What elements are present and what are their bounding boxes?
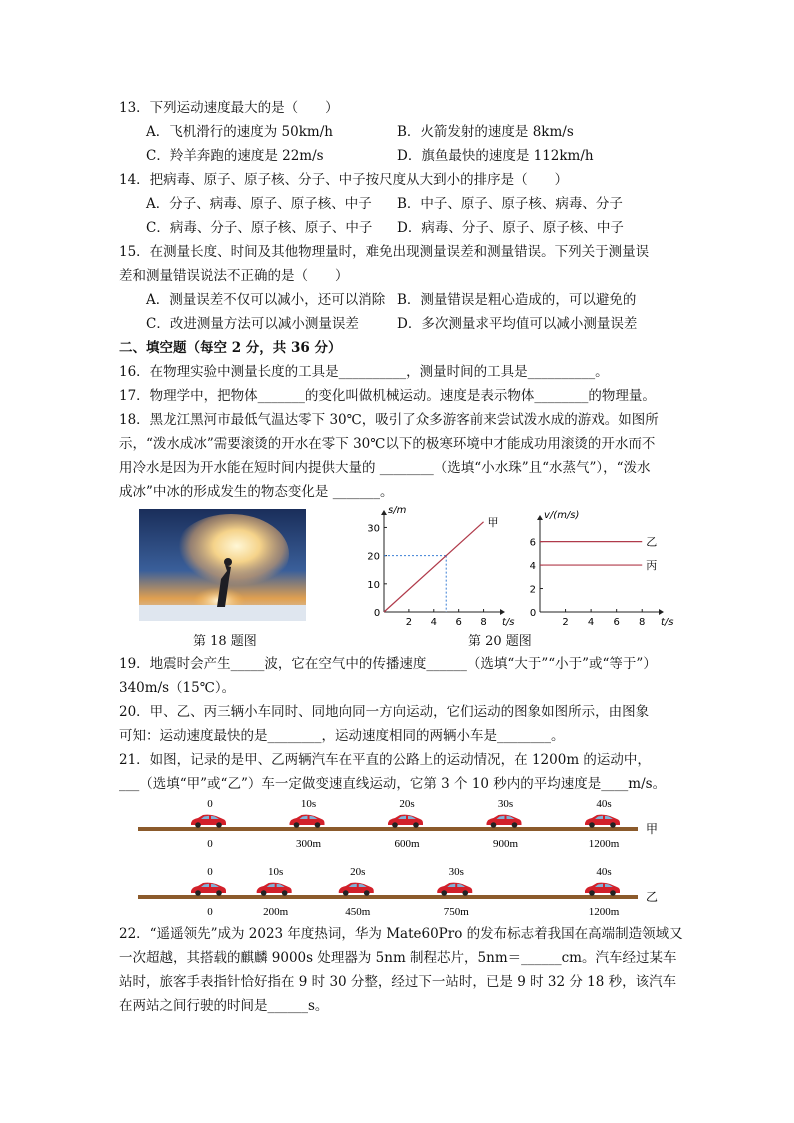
- x-axis-arrow: [659, 609, 664, 615]
- time-label: 30s: [497, 798, 514, 810]
- car-icon: [437, 883, 472, 896]
- car-wheel: [441, 890, 447, 896]
- q18-line4: 成冰”中冰的形成发生的物态变化是 _______。: [119, 484, 394, 500]
- car-icon: [585, 815, 620, 828]
- q15-option-c: C．改进测量方法可以减小测量误差: [146, 316, 359, 332]
- x-axis-label: t/s: [502, 617, 515, 628]
- section-heading: 二、填空题（每空 2 分，共 36 分）: [119, 340, 342, 356]
- y-axis-arrow: [381, 510, 387, 515]
- car-wheel: [610, 822, 616, 828]
- car-icon: [585, 883, 620, 896]
- car-wheel: [216, 822, 222, 828]
- q22-line4: 在两站之间行驶的时间是______s。: [119, 998, 329, 1014]
- q18-line2: 示，“泼水成冰”需要滚烫的开水在零下 30℃以下的极寒环境中才能成功用滚烫的开水而不: [119, 436, 656, 452]
- q21-line1: 21．如图，记录的是甲、乙两辆汽车在平直的公路上的运动情况，在 1200m 的运动中，: [119, 752, 651, 768]
- y-axis-arrow: [537, 515, 543, 520]
- y-axis-label: v/(m/s): [544, 510, 580, 521]
- car-wheel: [589, 822, 595, 828]
- q14-stem: 14．把病毒、原子、原子核、分子、中子按尺度从大到小的排序是（ ）: [119, 172, 569, 188]
- q19-line2: 340m/s（15℃）。: [119, 680, 236, 696]
- car-wheel: [315, 822, 321, 828]
- car-icon: [191, 815, 226, 828]
- q20-line1: 20．甲、乙、丙三辆小车同时、同地向同一方向运动，它们运动的图象如图所示，由图象: [119, 704, 650, 720]
- fig18-caption: 第 18 题图: [193, 634, 257, 649]
- car-icon: [290, 815, 325, 828]
- car-wheel: [610, 890, 616, 896]
- car-wheel: [343, 890, 349, 896]
- q21-line2: ___（选填“甲”或“乙”）车一定做变速直线运动，它第 3 个 10 秒内的平均速度是____m/s。: [119, 776, 667, 792]
- car-wheel: [195, 822, 201, 828]
- q13-option-d: D．旗鱼最快的速度是 112km/h: [397, 148, 594, 164]
- time-label: 30s: [448, 866, 464, 878]
- y-tick-label: 20: [367, 551, 380, 563]
- q19-line1: 19．地震时会产生_____波，它在空气中的传播速度______（选填“大于”“小于”或“等于”）: [119, 656, 657, 672]
- distance-label: 0: [207, 906, 213, 918]
- q22-line2: 一次超越，其搭载的麒麟 9000s 处理器为 5nm 制程芯片，5nm＝______cm。汽车经过某车: [119, 950, 677, 966]
- series-label: 乙: [646, 535, 658, 549]
- q14-option-d: D．病毒、分子、原子、原子核、中子: [397, 220, 624, 236]
- car-wheel: [195, 890, 201, 896]
- q15-stem-line2: 差和测量错误说法不正确的是（ ）: [119, 268, 349, 284]
- road-name: 甲: [646, 822, 659, 836]
- distance-label: 750m: [443, 906, 469, 918]
- car-wheel: [589, 890, 595, 896]
- time-label: 40s: [596, 798, 612, 810]
- q15-stem-line1: 15．在测量长度、时间及其他物理量时，难免出现测量误差和测量错误。下列关于测量误: [119, 244, 650, 260]
- distance-label: 900m: [492, 838, 519, 850]
- car-wheel: [512, 822, 518, 828]
- q13-stem: 13．下列运动速度最大的是（ ）: [119, 100, 339, 116]
- distance-label: 600m: [394, 838, 420, 850]
- time-label: 10s: [268, 866, 284, 878]
- time-label: 40s: [596, 866, 612, 878]
- q22-line1: 22．“遥遥领先”成为 2023 年度热词，华为 Mate60Pro 的发布标志着我国在高端制造领域又: [119, 926, 683, 942]
- distance-label: 200m: [263, 906, 289, 918]
- road-name: 乙: [646, 890, 659, 904]
- q22-line3: 站时，旅客手表指针恰好指在 9 时 30 分整，经过下一站时，已是 9 时 32 分 18 秒，该汽车: [119, 974, 677, 990]
- car-icon: [257, 883, 292, 896]
- time-label: 0: [207, 798, 213, 810]
- x-axis-label: t/s: [661, 617, 674, 628]
- time-label: 20s: [350, 866, 366, 878]
- y-axis-label: s/m: [388, 505, 407, 516]
- q18-line1: 18．黑龙江黑河市最低气温达零下 30℃，吸引了众多游客前来尝试泼水成的游戏。如图所: [119, 412, 659, 428]
- time-label: 0: [207, 866, 213, 878]
- car-wheel: [392, 822, 398, 828]
- x-tick-label: 6: [455, 617, 462, 628]
- y-tick-label: 4: [529, 561, 536, 573]
- q14-option-b: B．中子、原子、原子核、病毒、分子: [397, 196, 623, 212]
- distance-label: 1200m: [588, 838, 620, 850]
- car-wheel: [294, 822, 300, 828]
- car-wheel: [282, 890, 288, 896]
- q13-option-b: B．火箭发射的速度是 8km/s: [397, 124, 574, 140]
- car-wheel: [261, 890, 267, 896]
- st-chart: [360, 503, 525, 637]
- distance-label: 0: [207, 838, 213, 850]
- road-diagram-jia: [130, 796, 670, 858]
- series-label: 丙: [646, 559, 658, 573]
- series-label: 甲: [487, 515, 499, 529]
- q16-text: 16．在物理实验中测量长度的工具是__________，测量时间的工具是__________。: [119, 364, 609, 380]
- distance-label: 450m: [345, 906, 371, 918]
- y-tick-label: 2: [529, 584, 536, 596]
- q18-line3: 用冷水是因为开水能在短时间内提供大量的 ________（选填“小水珠”且“水蒸气”），“泼水: [119, 460, 651, 476]
- series-line-甲: [384, 522, 484, 612]
- x-tick-label: 2: [405, 617, 413, 628]
- q17-text: 17．物理学中，把物体_______的变化叫做机械运动。速度是表示物体________的物理量。: [119, 388, 656, 404]
- q14-option-c: C．病毒、分子、原子核、原子、中子: [146, 220, 373, 236]
- car-icon: [487, 815, 522, 828]
- car-wheel: [413, 822, 419, 828]
- x-tick-label: 8: [480, 617, 487, 628]
- x-tick-label: 4: [587, 617, 595, 628]
- car-wheel: [216, 890, 222, 896]
- x-tick-label: 4: [430, 617, 437, 628]
- distance-label: 1200m: [588, 906, 620, 918]
- x-tick-label: 8: [639, 617, 646, 628]
- x-tick-label: 6: [613, 617, 620, 628]
- y-tick-label: 10: [367, 579, 380, 591]
- car-icon: [388, 815, 423, 828]
- car-icon: [191, 883, 226, 896]
- y-tick-label: 6: [529, 537, 536, 549]
- time-label: 10s: [300, 798, 317, 810]
- fig20-caption: 第 20 题图: [468, 634, 532, 649]
- car-wheel: [491, 822, 497, 828]
- q20-line2: 可知：运动速度最快的是________，运动速度相同的两辆小车是________。: [119, 728, 565, 744]
- q13-option-c: C．羚羊奔跑的速度是 22m/s: [146, 148, 324, 164]
- distance-label: 300m: [295, 838, 322, 850]
- x-axis-arrow: [500, 609, 505, 615]
- q15-option-a: A．测量误差不仅可以减小，还可以消除: [146, 292, 386, 308]
- photo-splash-ice: [139, 509, 306, 621]
- origin-label: 0: [373, 608, 381, 619]
- road-surface: [138, 827, 638, 831]
- x-tick-label: 2: [562, 617, 569, 628]
- q13-option-a: A．飞机滑行的速度为 50km/h: [146, 124, 333, 140]
- car-wheel: [364, 890, 370, 896]
- car-icon: [339, 883, 374, 896]
- q14-option-a: A．分子、病毒、原子、原子核、中子: [146, 196, 372, 212]
- car-wheel: [462, 890, 468, 896]
- y-tick-label: 30: [367, 523, 380, 535]
- q15-option-d: D．多次测量求平均值可以减小测量误差: [397, 316, 638, 332]
- vt-chart: [518, 503, 678, 637]
- q15-option-b: B．测量错误是粗心造成的，可以避免的: [397, 292, 637, 308]
- road-diagram-yi: [130, 864, 670, 926]
- origin-label: 0: [529, 608, 537, 619]
- road-surface: [138, 895, 638, 899]
- time-label: 20s: [399, 798, 415, 810]
